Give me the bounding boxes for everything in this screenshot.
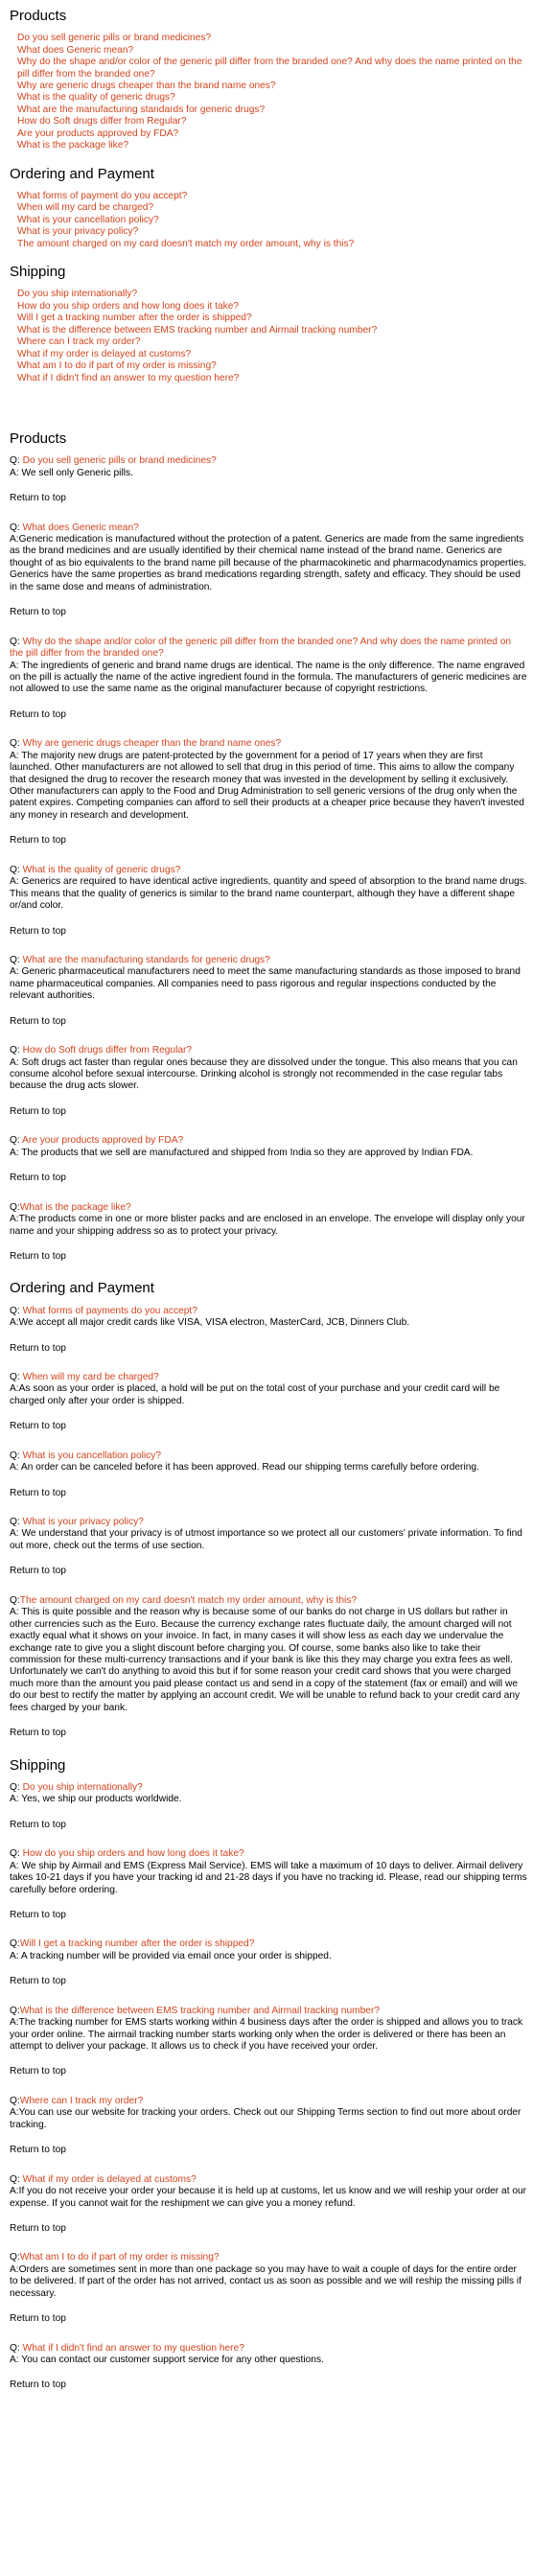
toc-link[interactable]: What am I to do if part of my order is missing? [17, 360, 217, 372]
faq-entry [10, 1045, 527, 1118]
answer-text: A: We understand that your privacy is of utmost importance so we protect all our customers' private information. To find out more, check out the terms of use section. [10, 1528, 522, 1551]
toc-link[interactable]: What is your privacy policy? [17, 226, 139, 238]
question-prefix: Q: [10, 1781, 23, 1793]
answer-text: A: Yes, we ship our products worldwide. [10, 1794, 182, 1805]
question-prefix: Q: [10, 1135, 23, 1147]
toc-heading: Products [10, 8, 67, 24]
answer-text: A: Soft drugs act faster than regular ones because they are dissolved under the tongue. This also means that you can consume alcohol before sexual intercourse. Drinking alcohol is strongly not recommended in the case regular tabs because the drug acts slower. [10, 1056, 518, 1092]
toc-link[interactable]: What if my order is delayed at customs? [17, 348, 192, 360]
question [10, 1135, 527, 1147]
question-text: What is the package like? [19, 1201, 131, 1213]
return-to-top-link[interactable]: Return to top [10, 1909, 66, 1920]
question-text: How do you ship orders and how long does it take? [22, 1848, 244, 1860]
return-to-top-link[interactable]: Return to top [10, 1976, 66, 1987]
return-to-top-link[interactable]: Return to top [10, 1250, 66, 1262]
toc-link[interactable]: What if I didn't find an answer to my question here? [17, 372, 240, 383]
question-prefix: Q: [10, 2252, 20, 2263]
toc-item [17, 349, 527, 360]
question [10, 2006, 527, 2017]
question-text: Are your products approved by FDA? [22, 1135, 184, 1147]
toc-link[interactable]: What is the quality of generic drugs? [17, 92, 175, 104]
faq-entry [10, 1595, 527, 1740]
answer-text: A: We sell only Generic pills. [10, 467, 133, 478]
answer-text: A:The tracking number for EMS starts working within 4 business days after the order is shipped and allows you to track your order online. The airmail tracking number starts working only when the order is delivered or there has been an attempt to deliver your package. It allows us to check if you have received your order. [10, 2017, 523, 2053]
answer-text: A: Generic pharmaceutical manufacturers need to meet the same manufacturing standards as those imposed to brand name pharmaceutical companies. All companies need to pass rigorous and regular inspections conducted by the relevant authorities. [10, 966, 521, 1002]
answer-text: A:We accept all major credit cards like VISA, VISA electron, MasterCard, JCB, Dinners Club. [10, 1317, 410, 1329]
question [10, 1450, 527, 1462]
question [10, 1782, 527, 1794]
answer-text: A: Generics are required to have identical active ingredients, quantity and speed of absorption to the brand name drugs. This means that the quality of generics is similar to the brand name counterpart, although they have a different shape or/and color. [10, 876, 527, 912]
faq-entry [10, 455, 527, 504]
toc-link[interactable]: What is the difference between EMS tracking number and Airmail tracking number? [17, 324, 378, 336]
return-to-top-link[interactable]: Return to top [10, 2145, 66, 2156]
toc-link[interactable]: Why are generic drugs cheaper than the brand name ones? [17, 81, 276, 92]
toc-item [17, 239, 527, 250]
answer-text: A: The ingredients of generic and brand name drugs are identical. The name is the only difference. The name engraved on the pill is actually the name of the active ingredient found in the formula. The manufacturers of generic medicines are not allowed to use the same name as the original manufacturer because of copyright restrictions. [10, 660, 527, 695]
question-text: What is the difference between EMS tracking number and Airmail tracking number? [19, 2005, 381, 2016]
question-prefix: Q: [10, 2342, 23, 2354]
faq-entry [10, 1135, 527, 1184]
question-prefix: Q: [10, 1938, 20, 1950]
faq-entry [10, 2006, 527, 2078]
answer-text: A:If you do not receive your order your because it is held up at customs, let us know and we will reship your order at our expense. If you cannot wait for the reshipment we can give you a money refund. [10, 2186, 527, 2209]
answer-text: A: We ship by Airmail and EMS (Express Mail Service). EMS will take a maximum of 10 days to deliver. Airmail delivery takes 10-21 days if you have your tracking id and 21-28 days if you have no tracking id. Please, read our shipping terms carefully before ordering. [10, 1860, 527, 1895]
return-to-top-link[interactable]: Return to top [10, 1728, 66, 1739]
spacer [10, 398, 527, 419]
toc-link[interactable]: Will I get a tracking number after the order is shipped? [17, 313, 252, 324]
question [10, 865, 527, 876]
toc-item [17, 57, 527, 81]
question-text: Where can I track my order? [19, 2095, 144, 2106]
question-prefix: Q: [10, 2095, 20, 2106]
question [10, 637, 527, 661]
faq-entry [10, 1450, 527, 1499]
question-prefix: Q: [10, 1450, 23, 1461]
question-prefix: Q: [10, 1305, 23, 1316]
question [10, 1372, 527, 1383]
return-to-top-link[interactable]: Return to top [10, 835, 66, 847]
return-to-top-link[interactable]: Return to top [10, 493, 66, 504]
toc-item [17, 116, 527, 128]
answer-text: A: An order can be canceled before it has been approved. Read our shipping terms carefully before ordering. [10, 1462, 479, 1474]
faq-entry [10, 522, 527, 619]
return-to-top-link[interactable]: Return to top [10, 1342, 66, 1354]
question-text: What are the manufacturing standards for generic drugs? [22, 954, 270, 965]
question-text: Why are generic drugs cheaper than the brand name ones? [22, 738, 282, 750]
faq-entry [10, 637, 527, 722]
question-text: What is your privacy policy? [22, 1517, 144, 1528]
question-prefix: Q: [10, 636, 23, 647]
question [10, 1306, 527, 1317]
toc-link[interactable]: What is the package like? [17, 140, 129, 151]
toc-item [17, 313, 527, 324]
answer-text: A: A tracking number will be provided via email once your order is shipped. [10, 1950, 332, 1961]
return-to-top-link[interactable]: Return to top [10, 1566, 66, 1577]
question-text: When will my card be charged? [22, 1371, 159, 1382]
return-to-top-link[interactable]: Return to top [10, 607, 66, 618]
toc-list [10, 289, 527, 384]
question-prefix: Q: [10, 522, 23, 533]
question [10, 1045, 527, 1056]
question [10, 1938, 527, 1950]
question-text: Why do the shape and/or color of the generic pill differ from the branded one? And why does the name printed on the pill differ from the branded one? [10, 636, 512, 660]
faq-entry [10, 2252, 527, 2325]
toc-heading: Ordering and Payment [10, 165, 154, 182]
return-to-top-link[interactable]: Return to top [10, 1421, 66, 1432]
question-text: Will I get a tracking number after the order is shipped? [19, 1938, 255, 1950]
faq-entry [10, 1782, 527, 1831]
question-text: What if I didn't find an answer to my question here? [22, 2342, 244, 2354]
toc-link[interactable]: The amount charged on my card doesn't match my order amount, why is this? [17, 238, 355, 249]
return-to-top-link[interactable]: Return to top [10, 925, 66, 937]
faq-entry [10, 2096, 527, 2157]
question-text: How do Soft drugs differ from Regular? [22, 1045, 193, 1056]
toc-item [17, 140, 527, 151]
answer-text: A:You can use our website for tracking your orders. Check out our Shipping Terms section to find out more about order tracking. [10, 2107, 521, 2130]
faq-entry [10, 2174, 527, 2236]
question-prefix: Q: [10, 2005, 20, 2016]
toc-item [17, 301, 527, 313]
question [10, 2252, 527, 2263]
question-prefix: Q: [10, 455, 23, 467]
question-prefix: Q: [10, 1848, 23, 1860]
return-to-top-link[interactable]: Return to top [10, 2066, 66, 2077]
toc-item [17, 92, 527, 104]
toc-item [17, 337, 527, 348]
toc-item [17, 191, 527, 202]
answer-text: A: This is quite possible and the reason why is because some of our banks do not charge in US dollars but rather in other currencies such as the Euro. Because the currency exchange rates fluctuate daily, the amount charged will not exactly equal what it shows on your invoice. In fact, in many cases it will show less as each day we undervalue the exchange rate to give you a slight discount before charging you. Of course, some banks also like to take their commission for these multi-currency transactions and if your bank is like this they may charge you extra fees as well. Unfortunately we can't do anything to avoid this but if for some reason your credit card shows that you were charged much more than the amount you paid please contact us and send in a copy of the statement (fax or email) and will we do our best to rectify the matter by applying an account credit. We will be unable to refund back to your credit card any fees charged by your bank. [10, 1607, 521, 1713]
answer-text: A:Generic medication is manufactured without the protection of a patent. Generics are made from the same ingredients as the brand medicines and are usually identified by their chemical name instead of the brand name. Generics are thought of as bio equivalents to the brand name pill because of the pharmacokinetic and pharmacodynamics properties. Generics have the same properties as brand medications regarding strength, safety and efficacy. They should be used in the same dose and means of administration. [10, 534, 527, 592]
toc-item [17, 373, 527, 384]
faq-entry [10, 1306, 527, 1355]
question [10, 1595, 527, 1607]
question [10, 2096, 527, 2107]
faq-entry [10, 865, 527, 938]
section-heading: Products [10, 429, 67, 447]
toc-item [17, 104, 527, 116]
question-prefix: Q: [10, 738, 23, 750]
question-prefix: Q: [10, 1371, 23, 1382]
toc-item [17, 33, 527, 44]
toc-list [10, 191, 527, 250]
question-text: What is the quality of generic drugs? [22, 864, 181, 875]
toc-item [17, 289, 527, 300]
faq-entry [10, 1517, 527, 1578]
toc-item [17, 325, 527, 337]
return-to-top-link[interactable]: Return to top [10, 708, 66, 720]
question-text: What does Generic mean? [22, 522, 139, 533]
faq-entry [10, 1938, 527, 1987]
question-prefix: Q: [10, 1201, 20, 1213]
toc-heading: Shipping [10, 264, 66, 281]
section-heading: Shipping [10, 1756, 66, 1774]
question-prefix: Q: [10, 1517, 23, 1528]
question [10, 1517, 527, 1528]
toc-item [17, 45, 527, 57]
toc-item [17, 226, 527, 238]
toc-item [17, 215, 527, 226]
answer-text: A: The majority new drugs are patent-protected by the government for a period of 17 years when they are first launched. Other manufacturers are not allowed to sell that drug in this period of time. This aims to allow the company that designed the drug to recover the research money that was invested in the development by selling it exclusively. Other manufacturers can apply to the Food and Drug Administration to sell generic versions of the drug only when the patent expires. Competing companies can afford to sell their products at a cheaper price because they haven't invested any money in research and development. [10, 750, 524, 821]
return-to-top-link[interactable]: Return to top [10, 2313, 66, 2325]
toc-link[interactable]: What forms of payment do you accept? [17, 190, 188, 201]
toc-item [17, 202, 527, 214]
toc-list [10, 33, 527, 151]
return-to-top-link[interactable]: Return to top [10, 1819, 66, 1830]
return-to-top-link[interactable]: Return to top [10, 1487, 66, 1498]
question-prefix: Q: [10, 2173, 23, 2185]
answer-text: A:As soon as your order is placed, a hold will be put on the total cost of your purchase and your credit card will be charged only after your order is shipped. [10, 1383, 500, 1406]
question [10, 2343, 527, 2355]
toc-item [17, 128, 527, 140]
toc-link[interactable]: Where can I track my order? [17, 337, 141, 348]
return-to-top-link[interactable]: Return to top [10, 1105, 66, 1117]
toc-link[interactable]: When will my card be charged? [17, 202, 154, 214]
faq-entry [10, 2343, 527, 2392]
question [10, 522, 527, 534]
return-to-top-link[interactable]: Return to top [10, 1015, 66, 1027]
toc-link[interactable]: Why do the shape and/or color of the generic pill differ from the branded one? And why does the name printed on the pill differ from the branded one? [17, 57, 522, 80]
question-text: What if my order is delayed at customs? [22, 2173, 197, 2185]
faq-entry [10, 1202, 527, 1264]
section-heading: Ordering and Payment [10, 1280, 154, 1297]
question [10, 1848, 527, 1860]
return-to-top-link[interactable]: Return to top [10, 2222, 66, 2234]
question [10, 738, 527, 750]
question-text: Do you ship internationally? [22, 1781, 143, 1793]
question-prefix: Q: [10, 864, 23, 875]
toc-link[interactable]: What does Generic mean? [17, 44, 134, 56]
answer-text: A:Orders are sometimes sent in more than one package so you may have to wait a couple of days for the entire order to be delivered. If part of the order has not arrived, contact us as soon as possible and we will reship the missing pills if necessary. [10, 2263, 521, 2299]
question-prefix: Q: [10, 1045, 23, 1056]
answer-text: A: You can contact our customer support service for any other questions. [10, 2355, 324, 2366]
toc-item [17, 81, 527, 92]
return-to-top-link[interactable]: Return to top [10, 2379, 66, 2391]
toc-item [17, 360, 527, 372]
toc-link[interactable]: Do you ship internationally? [17, 289, 138, 300]
question [10, 455, 527, 467]
faq-entry [10, 738, 527, 847]
question [10, 1202, 527, 1214]
question-text: What forms of payments do you accept? [22, 1305, 197, 1316]
question-text: What am I to do if part of my order is missing? [19, 2252, 220, 2263]
question [10, 955, 527, 966]
return-to-top-link[interactable]: Return to top [10, 1172, 66, 1184]
toc-link[interactable]: Are your products approved by FDA? [17, 128, 179, 139]
faq-entry [10, 1848, 527, 1921]
question [10, 2174, 527, 2186]
answer-text: A:The products come in one or more blister packs and are enclosed in an envelope. The envelope will display only your name and your shipping address so as to protect your privacy. [10, 1214, 525, 1237]
toc-link[interactable]: How do Soft drugs differ from Regular? [17, 116, 187, 128]
faq-entry [10, 1372, 527, 1433]
answer-text: A: The products that we sell are manufactured and shipped from India so they are approved by Indian FDA. [10, 1147, 474, 1158]
faq-entry [10, 955, 527, 1028]
toc-link[interactable]: Do you sell generic pills or brand medicines? [17, 33, 212, 44]
toc-link[interactable]: How do you ship orders and how long does it take? [17, 300, 240, 312]
question-text: Do you sell generic pills or brand medicines? [22, 455, 217, 467]
question-text: The amount charged on my card doesn't match my order amount, why is this? [19, 1594, 358, 1606]
question-prefix: Q: [10, 1594, 20, 1606]
toc-link[interactable]: What are the manufacturing standards for generic drugs? [17, 104, 266, 115]
question-prefix: Q: [10, 954, 23, 965]
question-text: What is you cancellation policy? [22, 1450, 161, 1461]
toc-link[interactable]: What is your cancellation policy? [17, 214, 159, 225]
